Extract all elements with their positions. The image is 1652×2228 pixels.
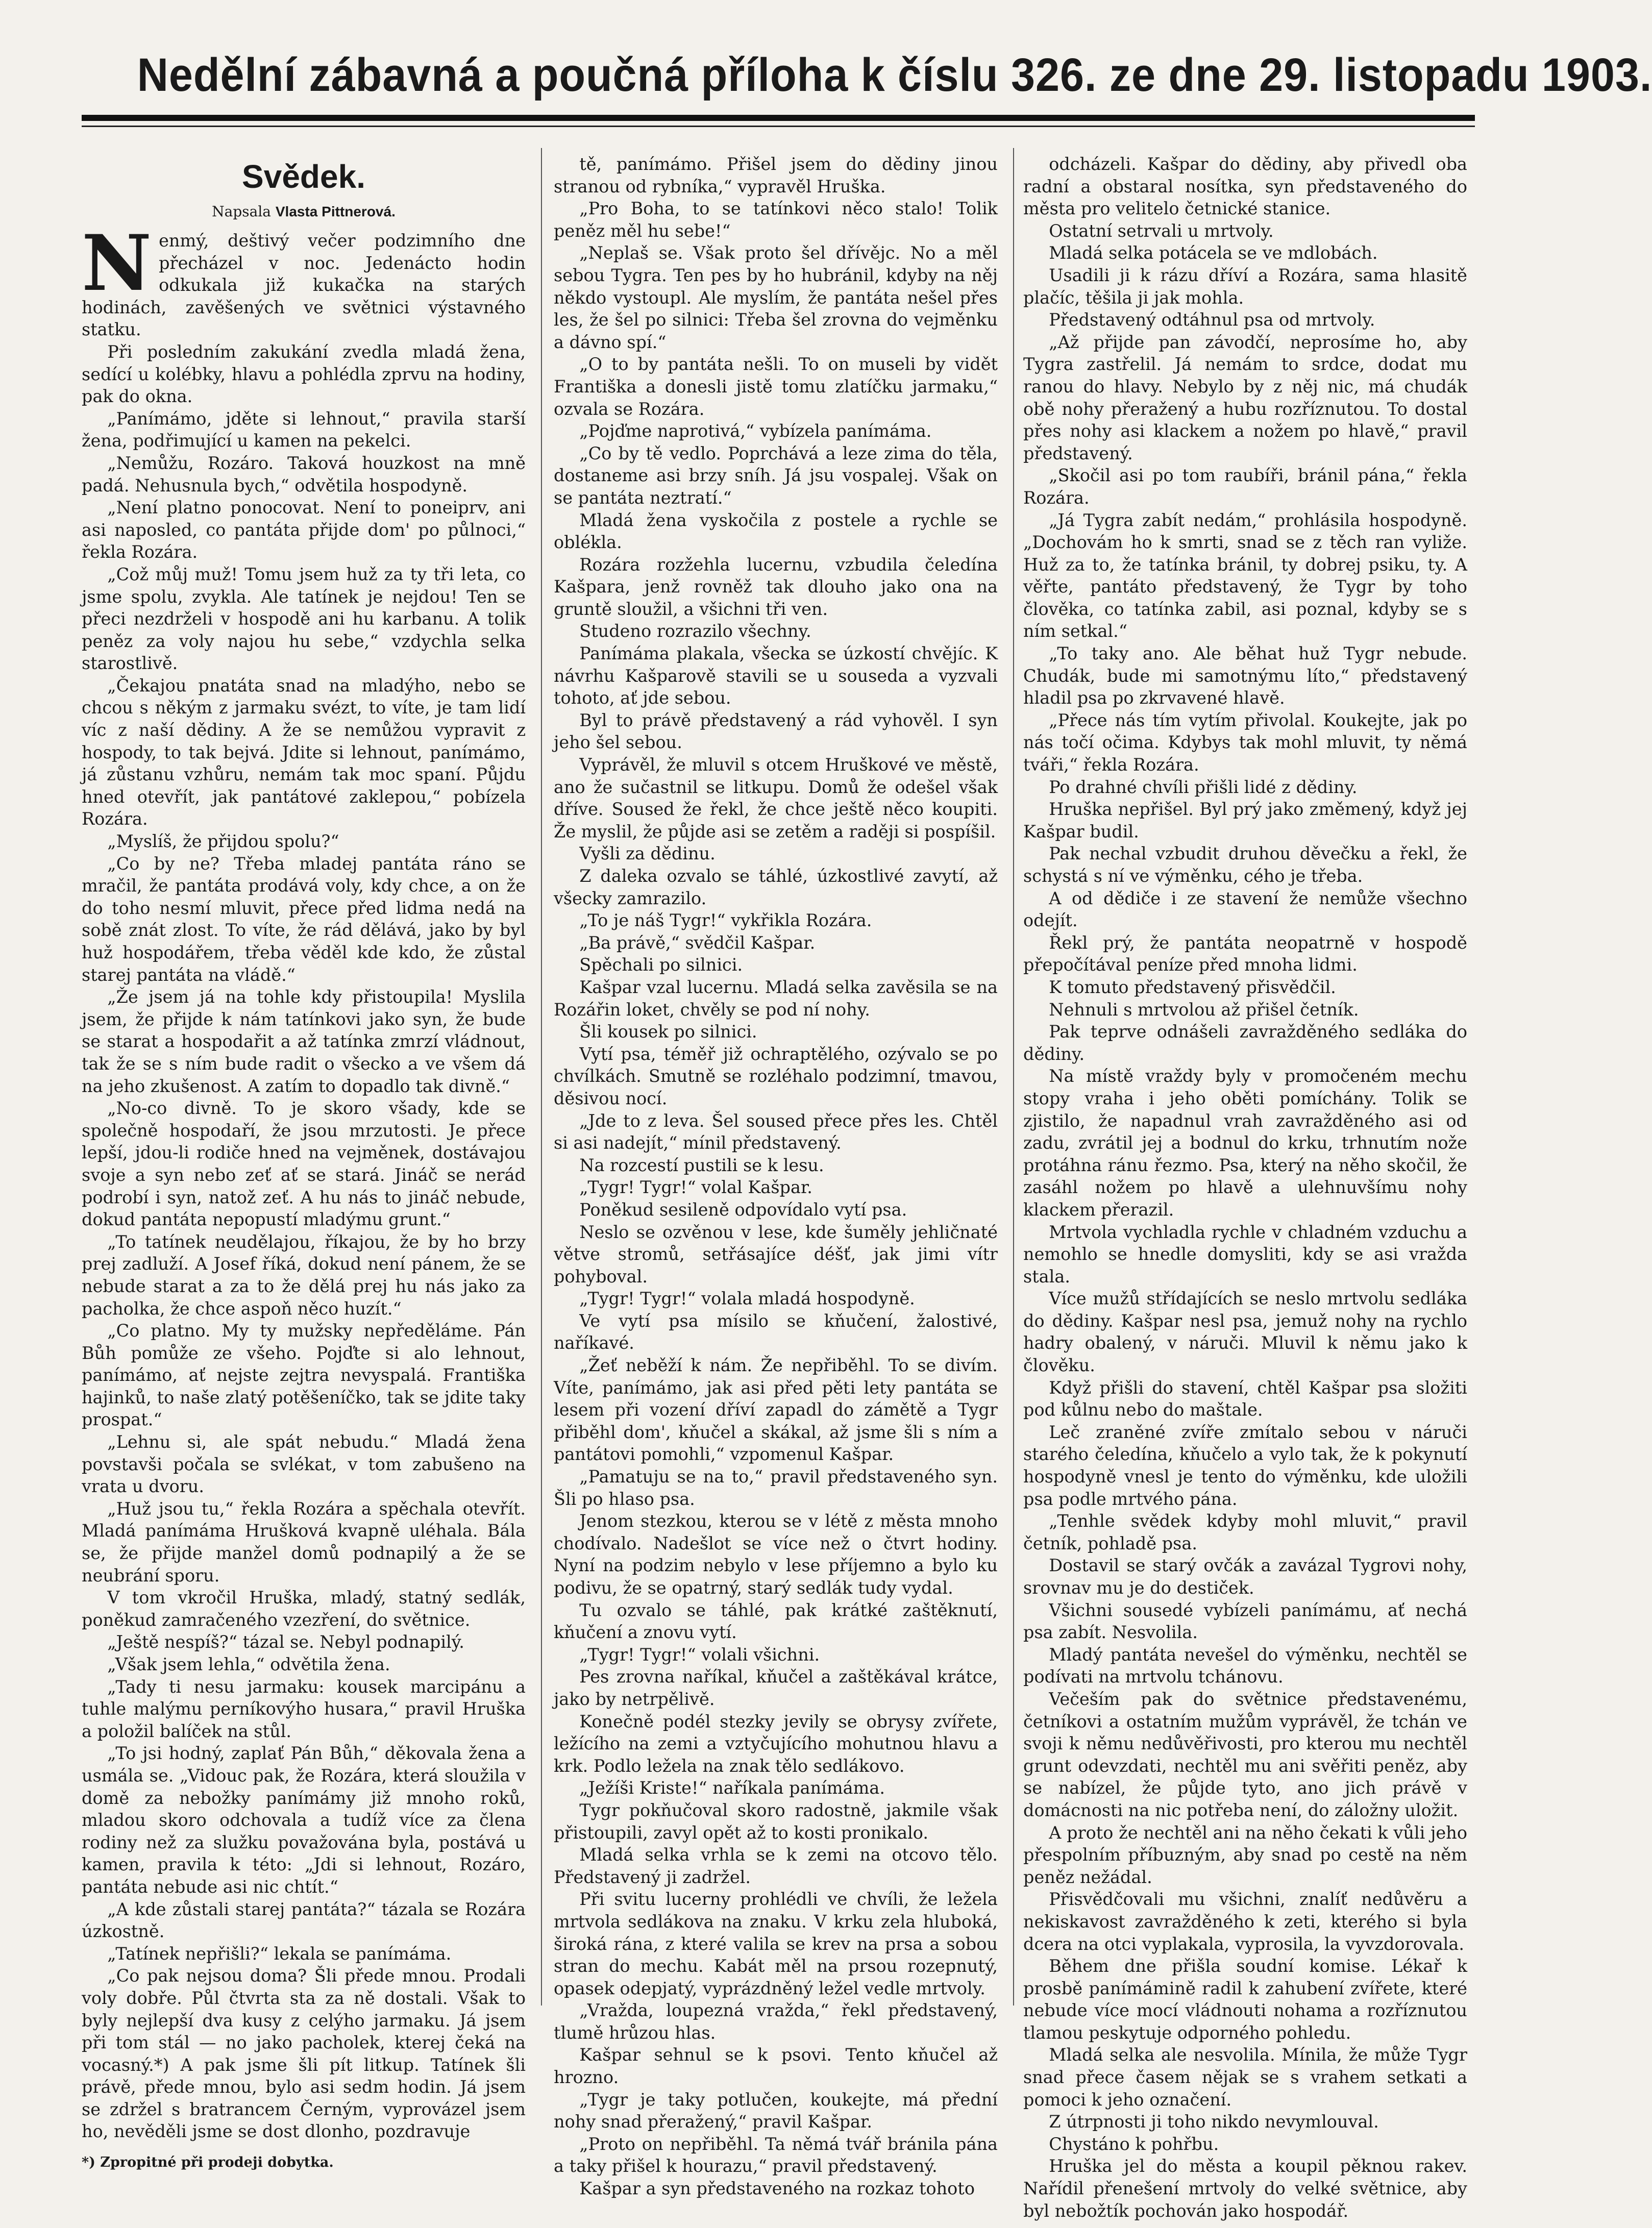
paragraph-text: Kašpar sehnul se k psovi. Tento kňučel až hrozno. — [554, 2045, 998, 2088]
paragraph-text: Řekl prý, že pantáta neopatrně v hospodě přepočítával peníze před mnoha lidmi. — [1023, 932, 1467, 975]
paragraph — [1023, 1065, 1467, 1221]
paragraph-text: Ve vytí psa mísilo se kňučení, žalostivé, naříkavé. — [554, 1310, 998, 1353]
paragraph-text: Dostavil se starý ovčák a zavázal Tygrovi nohy, srovnav mu je do destiček. — [1023, 1555, 1467, 1598]
paragraph — [1023, 1688, 1467, 1822]
paragraph — [82, 1097, 526, 1231]
paragraph-text: „O to by pantáta nešli. To on museli by vidět Františka a donesli jistě tomu zlatíčku jarmaku,“ ozvala se Rozára. — [554, 354, 998, 419]
paragraph-text: „Myslíš, že přijdou spolu?“ — [107, 831, 339, 852]
paragraph — [1023, 776, 1467, 799]
paragraph-text: Mladá selka vrhla se k zemi na otcovo tělo. Představený ji zadržel. — [554, 1845, 998, 1887]
paragraph — [1023, 976, 1467, 999]
paragraph — [554, 1666, 998, 1710]
column-2 — [554, 153, 998, 2199]
paragraph-text: „Tygr! Tygr!“ volali všichni. — [579, 1644, 820, 1665]
paragraph — [1023, 1510, 1467, 1554]
author-name: Vlasta Pittnerová. — [275, 204, 396, 219]
paragraph-text: „Pro Boha, to se tatínkovi něco stalo! Tolik peněz měl hu sebe!“ — [554, 199, 998, 241]
paragraph-text: „Žeť neběží k nám. Že nepřiběhl. To se divím. Víte, panímámo, jak asi před pěti lety pantáta se lesem při vození dříví zapadl do zámětě a Tygr přiběhl dom', kňučel a skákal, až jsme šli s ním a pantátovi pomohli,“ vzpomenul Kašpar. — [554, 1355, 998, 1465]
paragraph-text: „To jsi hodný, zaplať Pán Bůh,“ děkovala žena a usmála se. „Vidouc pak, že Rozára, která sloužila v domě za nebožky panímámy již mnoho roků, mladou skoro odchovala a tudíž více za člena rodiny než za služku považována byla, postává u kamen, pravila k této: „Jdi si lehnout, Rozáro, pantáta nebude asi nic chtít.“ — [82, 1743, 526, 1897]
paragraph — [554, 909, 998, 932]
drop-cap: N — [82, 218, 152, 308]
paragraph-text: Hruška nepřišel. Byl prý jako změmený, když jej Kašpar budil. — [1023, 799, 1467, 841]
paragraph-text: Chystáno k pohřbu. — [1049, 2134, 1219, 2154]
paragraph-text: „Pamatuju se na to,“ pravil představeného syn. Šli po hlaso psa. — [554, 1467, 998, 1509]
paragraph-text: Během dne přišla soudní komise. Lékař k prosbě panímámině radil k zahubení zvířete, které nebude více mocí vládnouti nohama a rozříznutou tlamou peskytuje odporného pohledu. — [1023, 1956, 1467, 2043]
paragraph — [82, 1653, 526, 1676]
paragraph — [554, 420, 998, 442]
paragraph — [1023, 153, 1467, 220]
paragraph — [1023, 2133, 1467, 2156]
paragraph-text: Kašpar vzal lucernu. Mladá selka zavěsila se na Rozářin loket, chvěly se pod ní nohy. — [554, 977, 998, 1020]
paragraph — [1023, 220, 1467, 242]
paragraph — [554, 2089, 998, 2133]
paragraph-text: Pes zrovna naříkal, kňučel a zaštěkával krátce, jako by netrpělivě. — [554, 1667, 998, 1709]
paragraph-text: „Však jsem lehla,“ odvětila žena. — [107, 1654, 390, 1674]
paragraph-text: Pak teprve odnášeli zavražděného sedláka do dědiny. — [1023, 1022, 1467, 1064]
paragraph-text: „Co by ne? Třeba mladej pantáta ráno se mračil, že pantáta prodává voly, kdy chce, a on že do toho nesmí mluvit, přece před lidma nedá na sobě znát zlost. To víte, že rád dělává, jako by byl huž hospodářem, třeba věděl kde kdo, že zůstal starej pantáta na vládě.“ — [82, 853, 526, 985]
paragraph — [554, 1221, 998, 1288]
paragraph — [554, 1021, 998, 1043]
paragraph — [82, 1231, 526, 1320]
paragraph — [554, 1310, 998, 1354]
paragraph-text: Když přišli do stavení, chtěl Kašpar psa složiti pod kůlnu nebo do maštale. — [1023, 1377, 1467, 1420]
paragraph — [82, 1943, 526, 1965]
paragraph — [1023, 1554, 1467, 1599]
paragraph — [554, 1599, 998, 1644]
paragraph-text: Vyprávěl, že mluvil s otcem Hruškové ve městě, ano že sučastnil se litkupu. Domů že odešel však dříve. Soused že řekl, že chce ještě něco koupiti. Že myslil, že půjde asi se zetěm a raději si pospíšil. — [554, 755, 998, 841]
paragraph — [82, 853, 526, 986]
paragraph — [554, 1154, 998, 1177]
paragraph-text: Mladá selka potácela se ve mdlobách. — [1049, 243, 1378, 263]
paragraph-text: „Není platno ponocovat. Není to poneiprv, ani asi naposled, co pantáta přijde dom' po půlnoci,“ řekla Rozára. — [82, 498, 526, 562]
paragraph-text: „A kde zůstali starej pantáta?“ tázala se Rozára úzkostně. — [82, 1899, 526, 1942]
paragraph — [82, 452, 526, 497]
paragraph-text: Rozára rozžehla lucernu, vzbudila čeledína Kašpara, jenž rovněž tak dlouho jako ona na gruntě sloužil, a všichni tři ven. — [554, 554, 998, 619]
paragraph — [82, 1742, 526, 1898]
paragraph — [1023, 2155, 1467, 2222]
paragraph-text: Vyšli za dědinu. — [579, 844, 716, 864]
paragraph — [1023, 1021, 1467, 1065]
paragraph-text: Tygr pokňučoval skoro radostně, jakmile však přistoupili, zavyl opět až to kosti pronikalo. — [554, 1800, 998, 1843]
paragraph-text: Mladá žena vyskočila z postele a rychle se oblékla. — [554, 510, 998, 553]
paragraph — [554, 1466, 998, 1510]
paragraph — [1023, 843, 1467, 887]
paragraph — [82, 1431, 526, 1498]
paragraph-text: „Ještě nespíš?“ tázal se. Nebyl podnapilý. — [107, 1632, 464, 1652]
paragraph — [554, 1844, 998, 1888]
paragraph-text: „Ba právě,“ svědčil Kašpar. — [579, 932, 816, 953]
paragraph — [1023, 309, 1467, 331]
paragraph — [554, 1799, 998, 1844]
paragraph-text: „Co by tě vedlo. Poprchává a leze zima do těla, dostaneme asi brzy sníh. Já jsu vospalej. Však on se pantáta neztratí.“ — [554, 443, 998, 508]
paragraph — [1023, 2111, 1467, 2133]
paragraph-text: K tomuto představený přisvědčil. — [1049, 977, 1336, 997]
paragraph-text: „Já Tygra zabít nedám,“ prohlásila hospodyně. „Dochovám ho k smrti, snad se z těch ran vyliže. Huž za to, že tatínka bránil, ty dobrej psiku, ty. A věřte, pantáto představený, že Tygr by toho člověka, co tatínka zabil, asi poznal, kdyby se s ním setkal.“ — [1023, 510, 1467, 641]
paragraph — [554, 153, 998, 197]
story-title: Svědek. — [242, 158, 365, 195]
paragraph-text: Mrtvola vychladla rychle v chladném vzduchu a nemohlo se hnedle domysliti, kdy se asi vražda stala. — [1023, 1222, 1467, 1286]
paragraph-text: Více mužů střídajících se neslo mrtvolu sedláka do dědiny. Kašpar nesl psa, jemuž nohy na rychlo hadry obalený, v náruči. Mluvil k němu jako k člověku. — [1023, 1289, 1467, 1376]
paragraph-text: Poněkud sesileně odpovídalo vytí psa. — [579, 1199, 907, 1220]
paragraph — [554, 242, 998, 353]
paragraph — [1023, 1955, 1467, 2044]
paragraph — [1023, 242, 1467, 264]
paragraph-text: Nehnuli s mrtvolou až přišel četník. — [1049, 999, 1359, 1020]
paragraph — [554, 865, 998, 909]
paragraph — [1023, 642, 1467, 709]
paragraph — [1023, 1377, 1467, 1421]
paragraph — [1023, 932, 1467, 976]
header-rule-thin — [82, 126, 1475, 127]
paragraph — [554, 1110, 998, 1154]
paragraph — [82, 1898, 526, 1943]
paragraph — [1023, 1599, 1467, 1644]
paragraph — [82, 1320, 526, 1431]
paragraph — [1023, 887, 1467, 932]
paragraph-text: Konečně podél stezky jevily se obrysy zvířete, ležícího na zemi a vztyčujícího mohutnou hlavu a krk. Podlo ležela na znak tělo sedlákovo. — [554, 1711, 998, 1776]
paragraph-text: Studeno rozrazilo všechny. — [579, 621, 811, 641]
paragraph-text: „Tatínek nepřišli?“ lekala se panímáma. — [107, 1943, 452, 1964]
paragraph-text: „Což můj muž! Tomu jsem huž za ty tři leta, co jsme spolu, zvykla. Ale tatínek je nejdou! Ten se přeci nezdrželi v hospodě ani hu karbanu. A tolik peněz za voly najou hu sebe,“ vzdychla selka starostlivě. — [82, 564, 526, 674]
paragraph-text: „Tygr je taky potlučen, koukejte, má přední nohy snad přeražený,“ pravil Kašpar. — [554, 2089, 998, 2132]
paragraph — [554, 1288, 998, 1310]
paragraph-text: „Jde to z leva. Šel soused přece přes les. Chtěl si asi nadejít,“ mínil představený. — [554, 1110, 998, 1153]
paragraph — [554, 509, 998, 554]
byline — [82, 203, 526, 220]
paragraph-text: „No-co divně. To je skoro všady, kde se společně hospodaří, že jsou mrzutosti. Je přece lepší, jdou-li rodiče hned na vejměnek, dostávajou svoje a syn nebo zeť ať se stará. Jináč se nerád podrobí i syn, natož zeť. A hu nás to jináč nebude, dokud pantáta nepopustí mladýmu grunt.“ — [82, 1098, 526, 1230]
paragraph-text: Spěchali po silnici. — [579, 955, 743, 975]
paragraph — [1023, 1288, 1467, 1376]
paragraph — [554, 2133, 998, 2177]
paragraph — [554, 1777, 998, 1799]
paragraph-text: „Přece nás tím vytím přivolal. Koukejte, jak po nás točí očima. Kdybys tak mohl mluvit, ty němá tváři,“ řekla Rozára. — [1023, 710, 1467, 775]
paragraph — [1023, 1421, 1467, 1510]
paragraph — [554, 709, 998, 754]
paragraph-text: Ostatní setrvali u mrtvoly. — [1049, 220, 1274, 241]
paragraph-text: „Panímámo, jděte si lehnout,“ pravila starší žena, podřimující u kamen na pekelci. — [82, 408, 526, 451]
paragraph — [554, 554, 998, 621]
paragraph — [554, 976, 998, 1021]
paragraph — [554, 1176, 998, 1199]
paragraph-text: Přisvědčovali mu všichni, znalíť nedůvěru a nekiskavost zavražděného k zeti, kterého si byla dcera na otci vyplakala, vyprosila, la vyvzdorovala. — [1023, 1889, 1467, 1954]
paragraph — [82, 341, 526, 408]
paragraph-text: Po drahné chvíli přišli lidé z dědiny. — [1049, 777, 1358, 797]
footnote: *) Zpropitné při prodeji dobytka. — [82, 2155, 334, 2171]
column-divider — [541, 148, 542, 2006]
paragraph — [1023, 1221, 1467, 1288]
paragraph — [82, 1965, 526, 2143]
paragraph-text: enmý, deštivý večer podzimního dne přecházel v noc. Jedenácto hodin odkukala již kukačka na starých hodinách, zavěšených ve světnici výstavného statku. — [82, 231, 526, 340]
paragraph-text: Při svitu lucerny prohlédli ve chvíli, že ležela mrtvola sedlákova na znaku. V krku zela hluboká, široká rána, z které valila se krev na prsa a sobou stran do mechu. Kabát měl na prsou rozepnutý, opasek odepjatý, vyprázdněný ležel vedle mrtvoly. — [554, 1889, 998, 1998]
paragraph-text: „Čekajou pnatáta snad na mladýho, nebo se chcou s někým z jarmaku svézt, to víte, je tam lidí víc z naší dědiny. A že se nemůžou vypravit z hospody, to tak bejvá. Jdite si lehnout, panímámo, já zůstanu vzhůru, nemám tak moc spaní. Půjdu hned otevřít, jak pantátové zaklepou,“ pobízela Rozára. — [82, 675, 526, 829]
paragraph — [82, 830, 526, 853]
paragraph — [554, 1354, 998, 1466]
paragraph-text: „To tatínek neudělajou, říkajou, že by ho brzy prej zadluží. A Josef říká, dokud není pánem, že se nebude starat a za to že dělá prej hu nás jako za pacholka, že chce aspoň něco huzít.“ — [82, 1231, 526, 1319]
paragraph-text: Šli kousek po silnici. — [579, 1022, 757, 1042]
paragraph-text: Mladá selka ale nesvolila. Mínila, že může Tygr snad přece časem nějak se s vrahem setkati a pomoci k jeho označení. — [1023, 2045, 1467, 2110]
paragraph-text: „Co platno. My ty mužsky nepředěláme. Pán Bůh pomůže ze všeho. Pojďte si alo lehnout, panímámo, ať nejste zejtra nevyspalá. Františka hajinků, to naše zlatý potěšeníčko, tak se jdite taky prospat.“ — [82, 1321, 526, 1430]
paragraph-text: Usadili ji k rázu dříví a Rozára, sama hlasitě plačíc, těšila ji jak mohla. — [1023, 265, 1467, 308]
column-1-body — [82, 218, 526, 2143]
paragraph-text: Vytí psa, téměř již ochraptělého, ozývalo se po chvílkách. Smutně se rozléhalo podzimní, tmavou, děsivou nocí. — [554, 1044, 998, 1108]
paragraph — [554, 1043, 998, 1110]
paragraph — [554, 2177, 998, 2200]
paragraph-text: „To taky ano. Ale běhat huž Tygr nebude. Chudák, bude mi samotnýmu líto,“ představený hladil psa po zkrvavené hlavě. — [1023, 643, 1467, 708]
paragraph — [554, 620, 998, 642]
paragraph-text: „Tady ti nesu jarmaku: kousek marcipánu a tuhle malýmu perníkovýho husara,“ pravil Hruška a položil balíček na stůl. — [82, 1676, 526, 1741]
paragraph-text: V tom vkročil Hruška, mladý, statný sedlák, poněkud zamračeného vzezření, do světnice. — [82, 1588, 526, 1630]
paragraph — [1023, 709, 1467, 776]
paragraph — [82, 563, 526, 675]
paragraph-text: „Že jsem já na tohle kdy přistoupila! Myslila jsem, že přijde k nám tatínkovi jako syn, že bude se starat a hospodařit a až tatínka zmrzí vládnout, tak že se s ním bude radit o všecko a ve všem dá na jeho zkušenost. A zatím to dopadlo tak divně.“ — [82, 987, 526, 1096]
byline-prefix: Napsala — [212, 203, 271, 220]
paragraph-text: Jenom stezkou, kterou se v létě z města mnoho chodívalo. Nadešlot se více než o čtvrt hodiny. Nyní na podzim nebylo v lese příjemno a bylo ku podivu, že se opatrný, starý sedlák tudy vydal. — [554, 1511, 998, 1598]
paragraph-text: „Až přijde pan závodčí, neprosíme ho, aby Tygra zastřelil. Já nemám to srdce, dodat mu ranou do hlavy. Nebylo by z něj nic, má chudák obě nohy přeražený a hubu rozříznutou. To dostal přes nohy asi klackem a nožem po hlavě,“ pravil představený. — [1023, 332, 1467, 463]
paragraph-text: A od dědiče i ze stavení že nemůže všechno odejít. — [1023, 888, 1467, 931]
paragraph — [554, 642, 998, 709]
paragraph-text: Na místě vraždy byly v promočeném mechu stopy vraha i jeho oběti pomíchány. Tolik se zjistilo, že napadnul vrah zavražděného asi od zadu, zvrátil jej a bodnul do krku, trhnutím nože protáhna ránu řezmo. Psa, který na něho skočil, že zasáhl nožem po hlavě a ulehnuvšímu nohy klackem přerazil. — [1023, 1066, 1467, 1220]
paragraph-text: Z útrpnosti ji toho nikdo nevymlouval. — [1049, 2112, 1379, 2132]
paragraph-text: Večeším pak do světnice představenému, četníkovi a ostatním mužům vyprávěl, že tchán ve svoji k němu nedůvěřivosti, pro kterou mu nechtěl grunt odevzdati, nechtěl mu ani svěřiti peněz, aby se nabízel, že půjde tyto, ano jich právě v domácnosti na nic potřeba není, do záložny uložit. — [1023, 1689, 1467, 1820]
paragraph — [554, 1644, 998, 1666]
paragraph-text: Všichni sousedé vybízeli panímámu, ať nechá psa zabít. Nesvolila. — [1023, 1600, 1467, 1643]
paragraph-text: „Proto on nepřiběhl. Ta němá tvář bránila pána a taky přišel k hourazu,“ pravil představený. — [554, 2134, 998, 2176]
paragraph-text: „Tygr! Tygr!“ volala mladá hospodyně. — [579, 1289, 915, 1309]
paragraph-text: Kašpar a syn představeného na rozkaz tohoto — [579, 2179, 975, 2199]
column-3 — [1023, 153, 1467, 2221]
paragraph-text: Představený odtáhnul psa od mrtvoly. — [1049, 310, 1375, 330]
paragraph — [554, 197, 998, 242]
paragraph-text: „Vražda, loupezná vražda,“ řekl představený, tlumě hrůzou hlas. — [554, 2000, 998, 2043]
paragraph — [554, 1888, 998, 1999]
paragraph-text: „Pojďme naprotivá,“ vybízela panímáma. — [579, 421, 932, 441]
paragraph — [554, 1510, 998, 1599]
paragraph — [82, 497, 526, 563]
paragraph — [554, 1711, 998, 1777]
column-2-body — [554, 153, 998, 2200]
header-rule-thick — [82, 115, 1475, 121]
paragraph — [82, 986, 526, 1097]
paragraph — [1023, 1644, 1467, 1688]
paragraph-text: „To je náš Tygr!“ vykřikla Rozára. — [579, 910, 872, 931]
paragraph — [1023, 2044, 1467, 2111]
column-3-body — [1023, 153, 1467, 2222]
paragraph-text: Tu ozvalo se táhlé, pak krátké zaštěknutí, kňučení a znovu vytí. — [554, 1600, 998, 1643]
paragraph — [1023, 1822, 1467, 1889]
paragraph-text: tě, panímámo. Přišel jsem do dědiny jinou stranou od rybníka,“ vypravěl Hruška. — [554, 154, 998, 196]
paragraph-text: „Skočil asi po tom raubíři, bránil pána,“ řekla Rozára. — [1023, 465, 1467, 508]
paragraph-text: Hruška jel do města a koupil pěknou rakev. Nařídil přenešení mrtvoly do velké světnice, aby byl nebožtík pochován jako hospodář. — [1023, 2156, 1467, 2221]
paragraph-text: Byl to právě představený a rád vyhověl. I syn jeho šel sebou. — [554, 710, 998, 753]
paragraph-text: „Lehnu si, ale spát nebudu.“ Mladá žena povstavši počala se svlékat, v tom zabušeno na vrata u dvoru. — [82, 1432, 526, 1497]
masthead: Nedělní zábavná a poučná příloha k číslu 326. ze dne 29. listopadu 1903. — [137, 49, 1652, 101]
paragraph-text: Neslo se ozvěnou v lese, kde šuměly jehličnaté větve stromů, setřásajíce déšť, jak jimi vítr pohyboval. — [554, 1222, 998, 1286]
paragraph-text: Leč zraněné zvíře zmítalo sebou v náruči starého čeledína, kňučelo a vylo tak, že k pokynutí hospodyně vnesl je tento do výměnku, kde uložili psa podle mrtvého pána. — [1023, 1422, 1467, 1509]
paragraph-text: „Huž jsou tu,“ řekla Rozára a spěchala otevřít. Mladá panímáma Hrušková kvapně uléhala. Bála se, že přijde manžel domů podnapilý a že se neubrání sporu. — [82, 1498, 526, 1586]
paragraph-text: Panímáma plakala, všecka se úzkostí chvějíc. K návrhu Kašparově stavili se u souseda a vyzvali tohoto, ať jde sebou. — [554, 643, 998, 708]
paragraph — [554, 754, 998, 843]
paragraph — [82, 218, 526, 341]
paragraph — [554, 954, 998, 976]
paragraph — [554, 1999, 998, 2044]
paragraph-text: A proto že nechtěl ani na něho čekati k vůli jeho přespolním příbuzným, aby snad po cestě na něm peněz nežádal. — [1023, 1822, 1467, 1887]
paragraph-text: Z daleka ozvalo se táhlé, úzkostlivé zavytí, až všecky zamrazilo. — [554, 866, 998, 908]
paragraph — [554, 1199, 998, 1221]
paragraph — [82, 1587, 526, 1631]
paragraph — [554, 932, 998, 954]
paragraph — [1023, 1888, 1467, 1955]
paragraph — [554, 442, 998, 509]
paragraph — [1023, 331, 1467, 465]
column-divider — [1013, 148, 1014, 2006]
paragraph-text: „Ježíši Kriste!“ naříkala panímáma. — [579, 1778, 885, 1798]
paragraph-text: Pak nechal vzbudit druhou děvečku a řekl, že schystá s ní ve výměnku, cého je třeba. — [1023, 844, 1467, 886]
paragraph — [1023, 264, 1467, 309]
paragraph-text: „Tenhle svědek kdyby mohl mluvit,“ pravil četník, pohladě psa. — [1023, 1511, 1467, 1553]
paragraph — [554, 353, 998, 420]
paragraph — [554, 843, 998, 865]
paragraph-text: Na rozcestí pustili se k lesu. — [579, 1155, 824, 1175]
paragraph-text: odcházeli. Kašpar do dědiny, aby přivedl oba radní a obstaral nosítka, syn představeného do města pro velitelo četnické stanice. — [1023, 154, 1467, 219]
paragraph — [82, 1676, 526, 1743]
paragraph — [1023, 464, 1467, 509]
paragraph-text: Mladý pantáta nevešel do výměnku, nechtěl se podívati na mrtvolu tchánovu. — [1023, 1644, 1467, 1687]
paragraph-text: Při posledním zakukání zvedla mladá žena, sedící u kolébky, hlavu a pohlédla zprvu na hodiny, pak do okna. — [82, 341, 526, 407]
paragraph — [554, 2044, 998, 2088]
paragraph-text: „Neplaš se. Však proto šel dřívějc. No a měl sebou Tygra. Ten pes by ho hubránil, kdyby na něj někdo vystoupl. Ale myslím, že pantáta nešel přes les, že šel po silnici: Třeba šel zrovna do vejměnku a dávno spí.“ — [554, 243, 998, 352]
paragraph — [82, 408, 526, 452]
paragraph-text: „Tygr! Tygr!“ volal Kašpar. — [579, 1177, 812, 1198]
paragraph-text: „Nemůžu, Rozáro. Taková houzkost na mně padá. Nehusnula bych,“ odvětila hospodyně. — [82, 453, 526, 496]
column-1 — [82, 153, 526, 2189]
paragraph — [1023, 509, 1467, 643]
paragraph-text: „Co pak nejsou doma? Šli přede mnou. Prodali voly dobře. Půl čtvrta sta za ně dostali. Však to byly nejlepší dva kusy z celýho jarmaku. Já jsem při tom stál — no jako pacholek, kterej čeká na vocasný.*) A pak jsme šli pít litkup. Tatínek šli právě, přede mnou, bylo asi sedm hodin. Já jsem se zdržel s bratrancem Černým, vyprovázel jsem ho, nevěděli jsme se dost dlonho, pozdravuje — [82, 1966, 526, 2142]
paragraph — [82, 1498, 526, 1587]
paragraph — [82, 675, 526, 830]
paragraph — [1023, 999, 1467, 1021]
paragraph — [82, 1631, 526, 1653]
paragraph — [1023, 798, 1467, 843]
